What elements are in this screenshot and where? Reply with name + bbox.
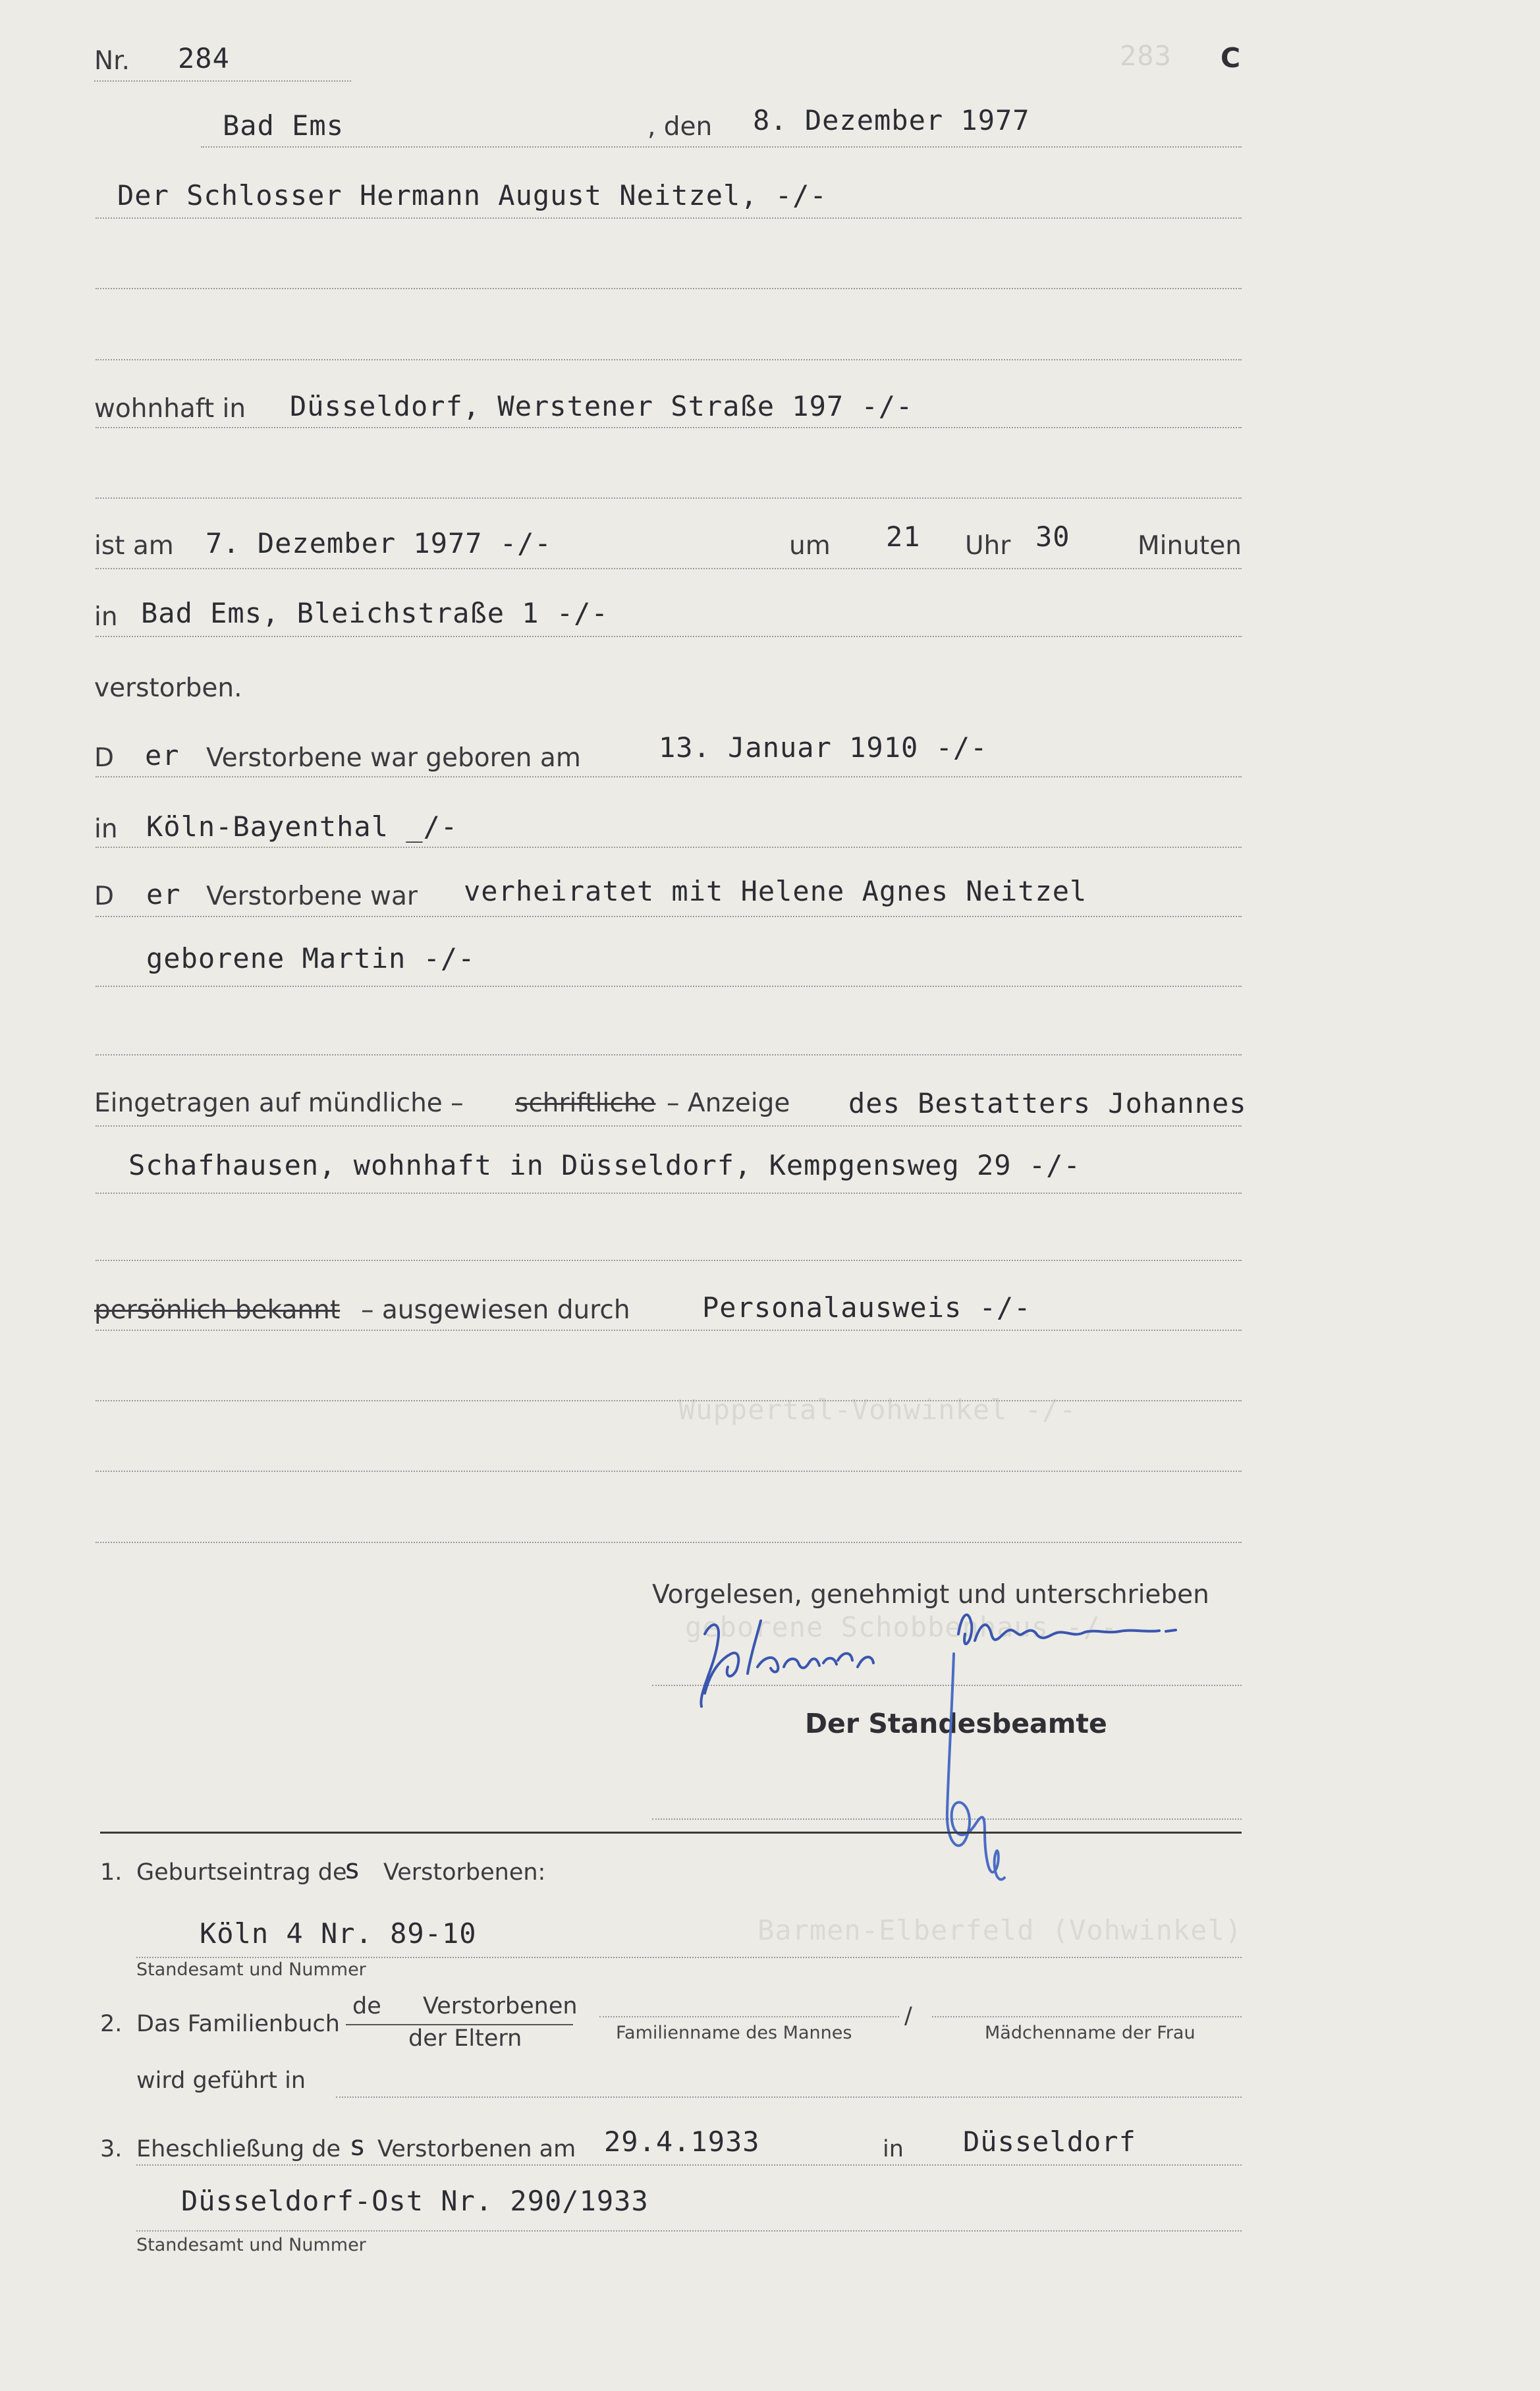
nr-label: Nr. bbox=[94, 46, 130, 76]
informant-details: Schafhausen, wohnhaft in Düsseldorf, Kempgensweg 29 -/- bbox=[128, 1149, 1081, 1181]
registrar-title: Der Standesbeamte bbox=[805, 1708, 1107, 1739]
caption-husband-name: Familienname des Mannes bbox=[616, 2023, 852, 2043]
birth-register-entry: Köln 4 Nr. 89-10 bbox=[200, 1917, 477, 1950]
place: Bad Ems bbox=[223, 109, 344, 142]
marital-d-label: D bbox=[94, 882, 115, 911]
rule-registration bbox=[96, 1125, 1242, 1127]
note-2-option-deceased: Verstorbenen bbox=[423, 1993, 578, 2019]
note-1-label-b: Verstorbenen: bbox=[383, 1859, 546, 1886]
rule-note-3 bbox=[136, 2164, 1242, 2166]
death-in-label: in bbox=[94, 602, 118, 632]
spouse-birth-name: geborene Martin -/- bbox=[146, 942, 476, 974]
minuten-label: Minuten bbox=[1138, 531, 1242, 561]
bleed-through-line-2: geborene Schobbenhaus -/- bbox=[685, 1611, 1118, 1643]
registration-label: Eingetragen auf mündliche – bbox=[94, 1088, 464, 1118]
rule-place-date bbox=[201, 146, 1242, 148]
handwritten-signatures bbox=[685, 1594, 1245, 1924]
bleed-through-line-1: Wuppertal-Vohwinkel -/- bbox=[678, 1393, 1077, 1426]
register-number: 284 bbox=[178, 42, 230, 74]
informant-intro: des Bestatters Johannes bbox=[848, 1087, 1247, 1119]
rule-birth-date bbox=[96, 776, 1242, 777]
marital-er-typed: er bbox=[146, 878, 181, 911]
rule-spouse bbox=[96, 986, 1242, 987]
identification-struck-option: persönlich bekannt bbox=[94, 1295, 341, 1325]
rule-identification bbox=[96, 1330, 1242, 1331]
marital-label: Verstorbene war bbox=[206, 882, 418, 911]
rule-note-1 bbox=[136, 1957, 1242, 1958]
nr-rule bbox=[94, 80, 351, 82]
verstorben-label: verstorben. bbox=[94, 673, 242, 703]
record-date: 8. Dezember 1977 bbox=[753, 104, 1030, 136]
death-hour: 21 bbox=[886, 520, 921, 553]
rule-blank-7 bbox=[96, 1471, 1242, 1472]
note-3-label: Eheschließung de bbox=[136, 2136, 341, 2162]
ist-am-label: ist am bbox=[94, 531, 174, 561]
rule-wife-name bbox=[932, 2016, 1242, 2017]
marriage-date: 29.4.1933 bbox=[604, 2125, 760, 2158]
bleed-through-line-3: Barmen-Elberfeld (Vohwinkel) bbox=[757, 1914, 1243, 1946]
section-divider bbox=[100, 1832, 1242, 1834]
note-3-label-b: Verstorbenen am bbox=[377, 2136, 576, 2162]
rule-note-2 bbox=[336, 2096, 1242, 2098]
death-date: 7. Dezember 1977 -/- bbox=[206, 527, 552, 559]
rule-blank-8 bbox=[96, 1542, 1242, 1543]
marriage-place: Düsseldorf bbox=[963, 2125, 1136, 2158]
identification-document: Personalausweis -/- bbox=[702, 1291, 1031, 1324]
note-2-label: Das Familienbuch bbox=[136, 2011, 340, 2037]
marital-status: verheiratet mit Helene Agnes Neitzel bbox=[464, 875, 1087, 907]
residence-value: Düsseldorf, Werstener Straße 197 -/- bbox=[290, 390, 914, 422]
registration-label-anzeige: – Anzeige bbox=[667, 1088, 790, 1118]
birth-date: 13. Januar 1910 -/- bbox=[659, 731, 988, 764]
rule-husband-name bbox=[599, 2016, 899, 2017]
note-2-de: de bbox=[352, 1993, 381, 2019]
den-label: , den bbox=[647, 112, 713, 142]
rule-death-date bbox=[96, 568, 1242, 569]
rule-death-place bbox=[96, 636, 1242, 637]
rule-birth-place bbox=[96, 847, 1242, 848]
registration-struck-option: schriftliche bbox=[515, 1088, 656, 1118]
note-1-number: 1. bbox=[100, 1859, 123, 1886]
identification-label: – ausgewiesen durch bbox=[361, 1295, 630, 1325]
note-2-line-2: wird geführt in bbox=[136, 2068, 306, 2094]
rule-informant bbox=[96, 1193, 1242, 1194]
note-1-caption: Standesamt und Nummer bbox=[136, 1959, 366, 1980]
deceased-name: Der Schlosser Hermann August Neitzel, -/- bbox=[117, 179, 827, 211]
birth-in-label: in bbox=[94, 814, 118, 844]
death-minutes: 30 bbox=[1035, 520, 1070, 553]
note-3-number: 3. bbox=[100, 2136, 123, 2162]
death-place: Bad Ems, Bleichstraße 1 -/- bbox=[141, 597, 609, 629]
note-1-typed-s: s bbox=[344, 1853, 362, 1885]
birth-label: Verstorbene war geboren am bbox=[206, 743, 581, 773]
note-1-label: Geburtseintrag de bbox=[136, 1859, 347, 1886]
rule-blank-5 bbox=[96, 1260, 1242, 1261]
corner-mark: C bbox=[1221, 42, 1241, 74]
birth-d-label: D bbox=[94, 743, 115, 773]
rule-residence bbox=[96, 427, 1242, 428]
uhr-label: Uhr bbox=[965, 531, 1011, 561]
bleed-through-number: 283 bbox=[1120, 40, 1172, 72]
rule-person bbox=[96, 217, 1242, 219]
marriage-register-entry: Düsseldorf-Ost Nr. 290/1933 bbox=[181, 2185, 649, 2217]
rule-blank-2 bbox=[96, 359, 1242, 360]
note-2-number: 2. bbox=[100, 2011, 123, 2037]
note-2-slash: / bbox=[904, 2003, 912, 2029]
rule-blank-4 bbox=[96, 1054, 1242, 1055]
residence-label: wohnhaft in bbox=[94, 394, 246, 424]
rule-note-3-b bbox=[136, 2230, 1242, 2232]
birth-place: Köln-Bayenthal _/- bbox=[146, 810, 458, 843]
um-label: um bbox=[789, 531, 831, 561]
note-3-caption: Standesamt und Nummer bbox=[136, 2235, 366, 2255]
note-3-typed-s: s bbox=[349, 2129, 367, 2162]
rule-blank-6 bbox=[96, 1400, 1242, 1401]
note-2-option-parents: der Eltern bbox=[408, 2025, 522, 2052]
rule-marital bbox=[96, 916, 1242, 917]
birth-er-typed: er bbox=[145, 739, 180, 772]
closing-statement: Vorgelesen, genehmigt und unterschrieben bbox=[652, 1580, 1209, 1610]
note-3-in-label: in bbox=[883, 2136, 904, 2162]
rule-blank-1 bbox=[96, 288, 1242, 289]
rule-blank-3 bbox=[96, 497, 1242, 499]
caption-maiden-name: Mädchenname der Frau bbox=[985, 2023, 1196, 2043]
